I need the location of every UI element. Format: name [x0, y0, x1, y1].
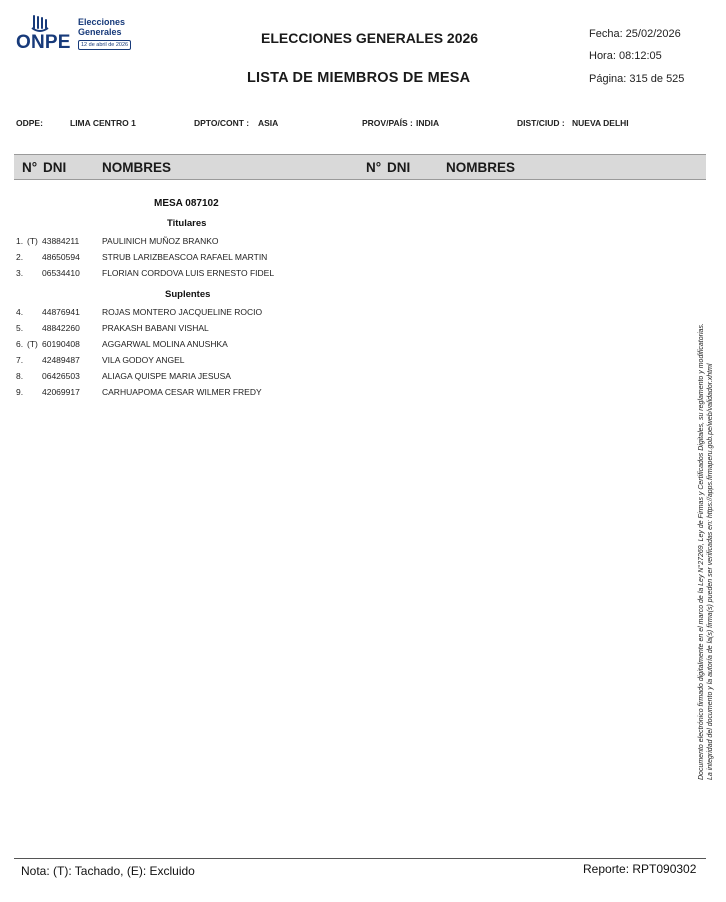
- member-name: PAULINICH MUÑOZ BRANKO: [102, 236, 219, 246]
- document-subtitle: LISTA DE MIEMBROS DE MESA: [247, 70, 471, 86]
- logo-wordmark: ONPE: [16, 32, 71, 53]
- member-number: 8.: [16, 371, 24, 381]
- member-mark: (T): [27, 339, 38, 349]
- dist-value: NUEVA DELHI: [572, 118, 629, 128]
- page-label: Página: 315 de 525: [589, 73, 685, 85]
- member-dni: 42489487: [42, 355, 80, 365]
- member-dni: 48650594: [42, 252, 80, 262]
- member-name: FLORIAN CORDOVA LUIS ERNESTO FIDEL: [102, 268, 275, 278]
- member-name: STRUB LARIZBEASCOA RAFAEL MARTIN: [102, 252, 268, 262]
- member-number: 3.: [16, 268, 24, 278]
- odpe-label: ODPE:: [16, 118, 43, 128]
- member-name: ROJAS MONTERO JACQUELINE ROCIO: [102, 307, 263, 317]
- col-dni-2: DNI: [387, 160, 411, 175]
- onpe-logo: [14, 14, 139, 56]
- signature-note-line-2: La integridad del documento y la autoría de la(s) firma(s) pueden ser verificadas en: https://apps.firmaperu.gob.pe/web/validador.xhtml: [707, 363, 714, 780]
- member-number: 9.: [16, 387, 24, 397]
- dpto-label: DPTO/CONT :: [194, 118, 250, 128]
- time-label: Hora: 08:12:05: [589, 50, 662, 62]
- odpe-value: LIMA CENTRO 1: [70, 118, 136, 128]
- member-dni: 42069917: [42, 387, 80, 397]
- col-num: N°: [22, 160, 38, 175]
- member-number: 6.: [16, 339, 24, 349]
- member-dni: 44876941: [42, 307, 80, 317]
- member-dni: 06426503: [42, 371, 80, 381]
- document-title: ELECCIONES GENERALES 2026: [261, 30, 479, 46]
- col-dni: DNI: [43, 160, 67, 175]
- col-names: NOMBRES: [102, 160, 172, 175]
- logo-date: 12 de abril de 2026: [78, 40, 131, 50]
- col-num-2: N°: [366, 160, 382, 175]
- member-name: AGGARWAL MOLINA ANUSHKA: [102, 339, 228, 349]
- member-dni: 06534410: [42, 268, 80, 278]
- dpto-value: ASIA: [258, 118, 279, 128]
- member-dni: 43884211: [42, 236, 80, 246]
- signature-note-line-1: Documento electrónico firmado digitalmente en el marco de la Ley N°27269, Ley de Firmas y Certificados Digitales, su reglamento y modificatorias.: [698, 323, 705, 780]
- member-number: 7.: [16, 355, 24, 365]
- member-dni: 60190408: [42, 339, 80, 349]
- member-name: ALIAGA QUISPE MARIA JESUSA: [102, 371, 231, 381]
- footer-note: Nota: (T): Tachado, (E): Excluido: [21, 864, 195, 878]
- logo-subtitle: Elecciones Generales: [78, 17, 126, 37]
- titulares-heading: Titulares: [167, 218, 207, 229]
- prov-label: PROV/PAÍS :: [362, 118, 413, 128]
- member-number: 2.: [16, 252, 24, 262]
- member-dni: 48842260: [42, 323, 80, 333]
- member-number: 5.: [16, 323, 24, 333]
- col-names-2: NOMBRES: [446, 160, 516, 175]
- member-number: 4.: [16, 307, 24, 317]
- member-number: 1.: [16, 236, 24, 246]
- suplentes-heading: Suplentes: [165, 289, 211, 300]
- member-mark: (T): [27, 236, 38, 246]
- prov-value: INDIA: [416, 118, 440, 128]
- member-name: CARHUAPOMA CESAR WILMER FREDY: [102, 387, 262, 397]
- digital-signature-note: [697, 280, 715, 780]
- date-label: Fecha: 25/02/2026: [589, 28, 681, 40]
- member-name: PRAKASH BABANI VISHAL: [102, 323, 209, 333]
- ballot-hand-icon: [14, 14, 54, 34]
- column-header-bar: [14, 154, 706, 180]
- footer-divider: [14, 858, 706, 859]
- mesa-title: MESA 087102: [154, 198, 219, 209]
- report-code: Reporte: RPT090302: [583, 862, 697, 876]
- dist-label: DIST/CIUD :: [517, 118, 565, 128]
- member-name: VILA GODOY ANGEL: [102, 355, 185, 365]
